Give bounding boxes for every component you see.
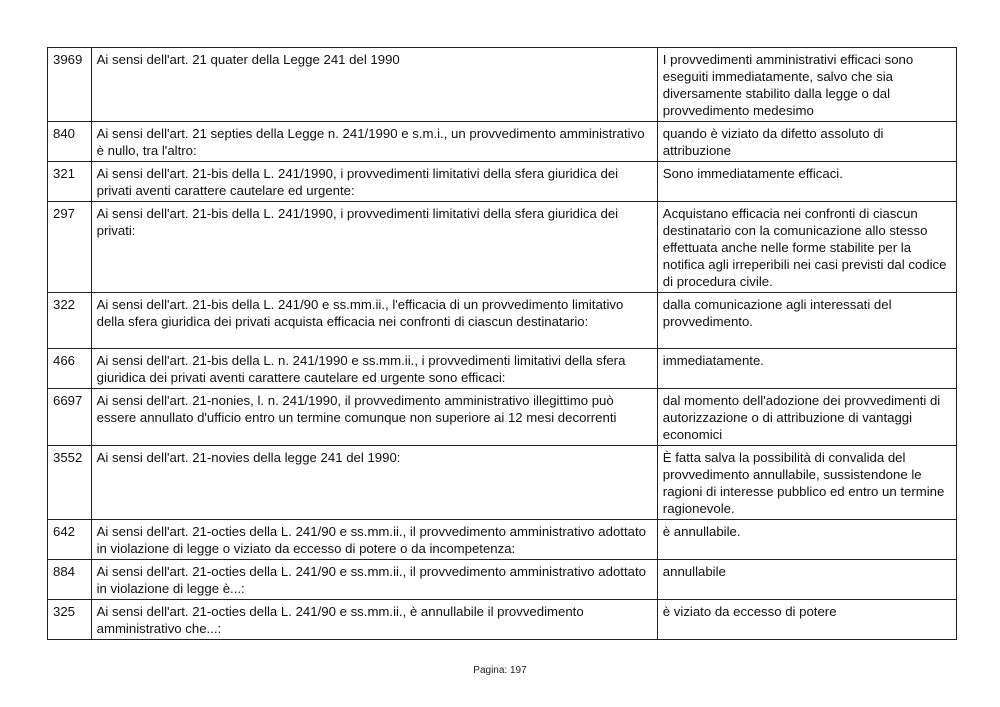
row-question: Ai sensi dell'art. 21-nonies, l. n. 241/1990, il provvedimento amministrativo illegittimo può essere annullato d'ufficio entro un termine comunque non superiore ai 12 mesi decorrenti bbox=[91, 389, 657, 446]
row-id: 6697 bbox=[48, 389, 92, 446]
row-answer: Acquistano efficacia nei confronti di ciascun destinatario con la comunicazione allo stesso effettuata anche nelle forme stabilite per la notifica agli irreperibili nei casi previsti dal codice di procedura civile. bbox=[657, 202, 956, 293]
row-id: 322 bbox=[48, 293, 92, 349]
row-answer: immediatamente. bbox=[657, 349, 956, 389]
row-answer: dalla comunicazione agli interessati del provvedimento. bbox=[657, 293, 956, 349]
row-question: Ai sensi dell'art. 21-bis della L. n. 241/1990 e ss.mm.ii., i provvedimenti limitativi della sfera giuridica dei privati aventi carattere cautelare ed urgente sono efficaci: bbox=[91, 349, 657, 389]
row-answer: Sono immediatamente efficaci. bbox=[657, 162, 956, 202]
row-answer: annullabile bbox=[657, 560, 956, 600]
table-row bbox=[48, 293, 957, 349]
table-row bbox=[48, 162, 957, 202]
row-question: Ai sensi dell'art. 21-octies della L. 241/90 e ss.mm.ii., è annullabile il provvedimento amministrativo che...: bbox=[91, 600, 657, 640]
row-id: 325 bbox=[48, 600, 92, 640]
row-id: 642 bbox=[48, 520, 92, 560]
row-answer: È fatta salva la possibilità di convalida del provvedimento annullabile, sussistendone le ragioni di interesse pubblico ed entro un termine ragionevole. bbox=[657, 446, 956, 520]
table-row bbox=[48, 389, 957, 446]
row-id: 466 bbox=[48, 349, 92, 389]
row-question: Ai sensi dell'art. 21-octies della L. 241/90 e ss.mm.ii., il provvedimento amministrativo adottato in violazione di legge o viziato da eccesso di potere o da incompetenza: bbox=[91, 520, 657, 560]
table-row bbox=[48, 520, 957, 560]
row-question: Ai sensi dell'art. 21-novies della legge 241 del 1990: bbox=[91, 446, 657, 520]
quiz-table bbox=[47, 47, 957, 640]
row-question: Ai sensi dell'art. 21-bis della L. 241/1990, i provvedimenti limitativi della sfera giuridica dei privati aventi carattere cautelare ed urgente: bbox=[91, 162, 657, 202]
row-answer: è annullabile. bbox=[657, 520, 956, 560]
row-id: 3552 bbox=[48, 446, 92, 520]
row-question: Ai sensi dell'art. 21-bis della L. 241/90 e ss.mm.ii., l'efficacia di un provvedimento limitativo della sfera giuridica dei privati acquista efficacia nei confronti di ciascun destinatario: bbox=[91, 293, 657, 349]
row-id: 321 bbox=[48, 162, 92, 202]
page-number: Pagina: 197 bbox=[473, 665, 527, 676]
table-row bbox=[48, 122, 957, 162]
row-question: Ai sensi dell'art. 21 septies della Legge n. 241/1990 e s.m.i., un provvedimento amministrativo è nullo, tra l'altro: bbox=[91, 122, 657, 162]
row-id: 840 bbox=[48, 122, 92, 162]
row-question: Ai sensi dell'art. 21 quater della Legge 241 del 1990 bbox=[91, 48, 657, 122]
table-row bbox=[48, 600, 957, 640]
table-row bbox=[48, 446, 957, 520]
row-question: Ai sensi dell'art. 21-octies della L. 241/90 e ss.mm.ii., il provvedimento amministrativo adottato in violazione di legge è...: bbox=[91, 560, 657, 600]
row-answer: dal momento dell'adozione dei provvedimenti di autorizzazione o di attribuzione di vantaggi economici bbox=[657, 389, 956, 446]
row-answer: quando è viziato da difetto assoluto di attribuzione bbox=[657, 122, 956, 162]
table-row bbox=[48, 349, 957, 389]
row-question: Ai sensi dell'art. 21-bis della L. 241/1990, i provvedimenti limitativi della sfera giuridica dei privati: bbox=[91, 202, 657, 293]
row-id: 297 bbox=[48, 202, 92, 293]
table-row bbox=[48, 202, 957, 293]
row-answer: I provvedimenti amministrativi efficaci sono eseguiti immediatamente, salvo che sia diversamente stabilito dalla legge o dal provvedimento medesimo bbox=[657, 48, 956, 122]
row-id: 3969 bbox=[48, 48, 92, 122]
table-row bbox=[48, 48, 957, 122]
row-answer: è viziato da eccesso di potere bbox=[657, 600, 956, 640]
row-id: 884 bbox=[48, 560, 92, 600]
table-row bbox=[48, 560, 957, 600]
